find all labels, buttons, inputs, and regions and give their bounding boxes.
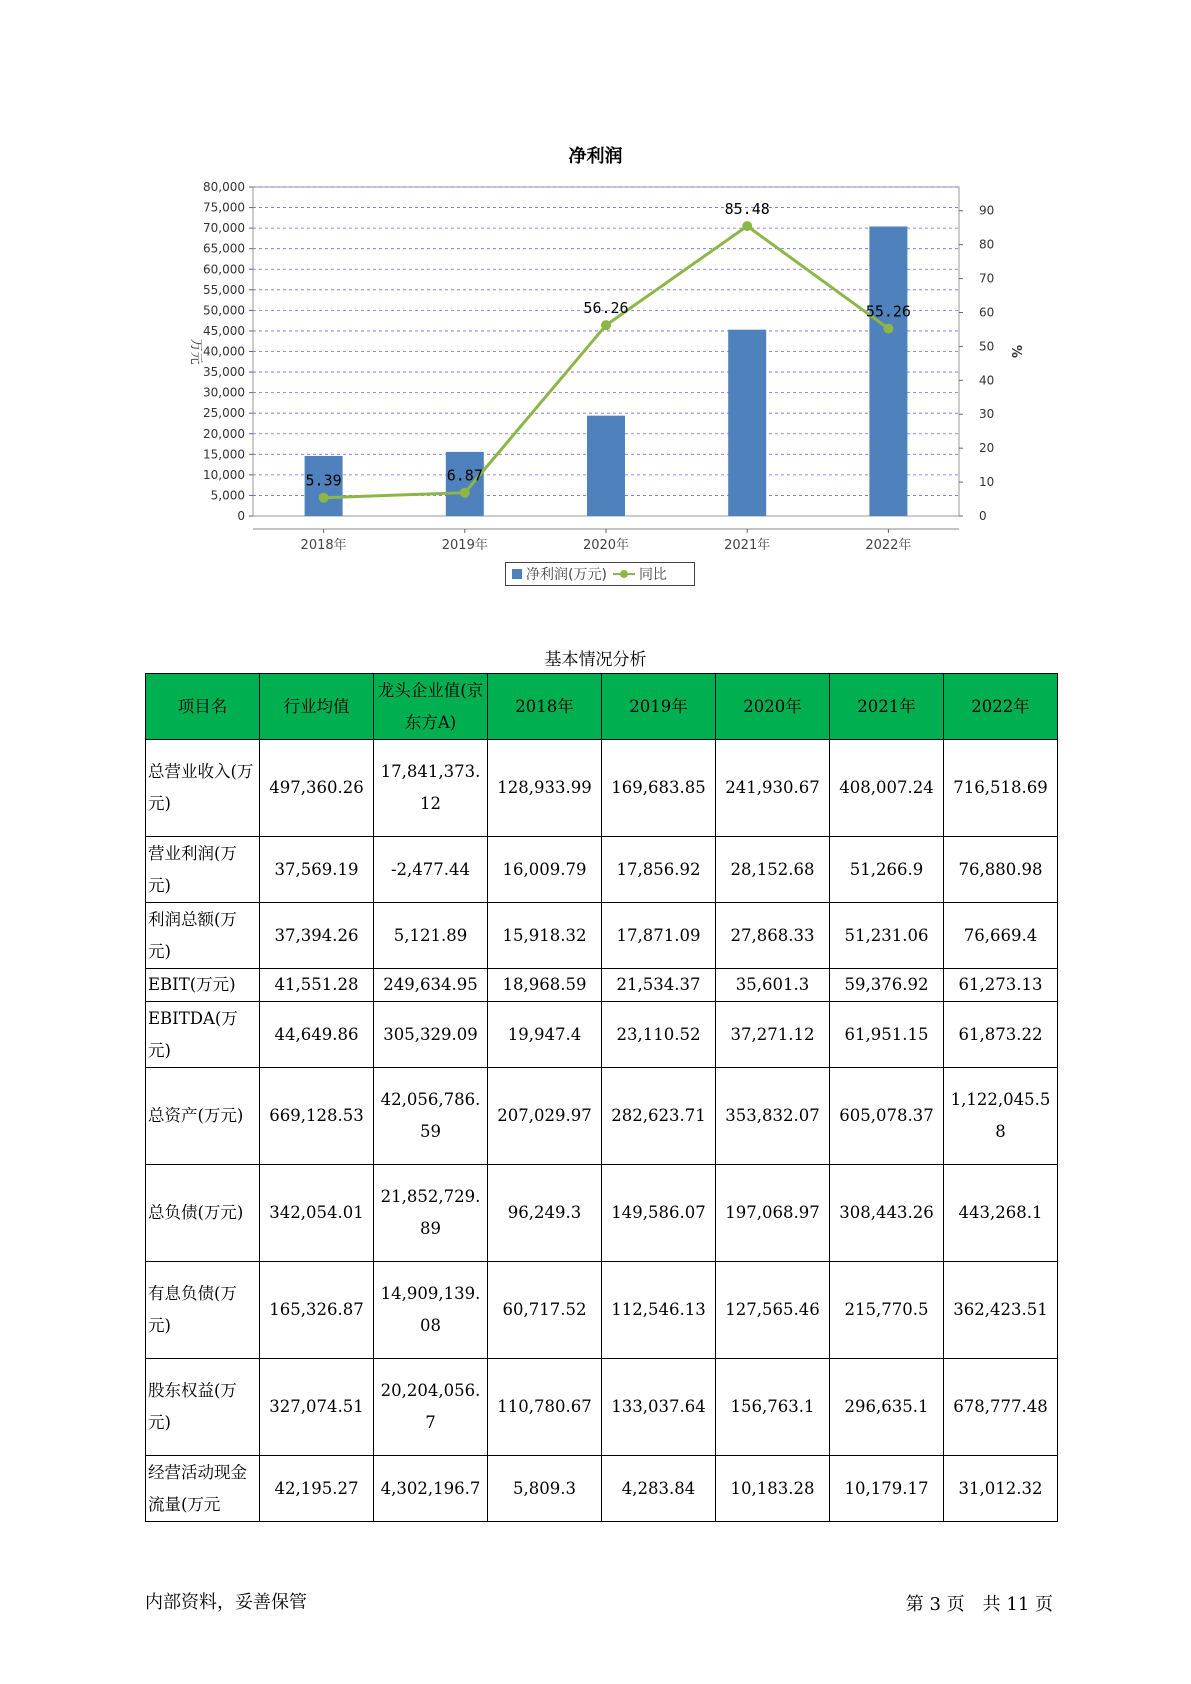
x-tick-label: 2020年 [582, 538, 630, 553]
legend-item-bar [512, 564, 607, 584]
row-label-cell: 利润总额(万元) [146, 903, 260, 969]
table-cell: 28,152.68 [716, 837, 830, 903]
y-right-tick-label: 50 [979, 339, 995, 354]
table-row [146, 1262, 1058, 1359]
table-cell: 133,037.64 [602, 1359, 716, 1456]
x-tick-label: 2021年 [724, 538, 771, 553]
y-tick-label: 45,000 [203, 323, 245, 338]
table-cell: 18,968.59 [488, 969, 602, 1002]
legend-swatch-bar [512, 569, 522, 579]
table-cell: 327,074.51 [260, 1359, 374, 1456]
row-label-cell: 营业利润(万元) [146, 837, 260, 903]
yoy-point [460, 488, 470, 498]
table-cell: 110,780.67 [488, 1359, 602, 1456]
table-cell: 308,443.26 [830, 1165, 944, 1262]
table-cell: 207,029.97 [488, 1068, 602, 1165]
footer-page-number: 第 3 页 共 11 页 [905, 1594, 1053, 1615]
table-cell: 497,360.26 [260, 740, 374, 837]
y-right-tick-label: 10 [979, 475, 995, 490]
table-cell: 4,302,196.7 [374, 1456, 488, 1522]
table-cell: 31,012.32 [944, 1456, 1058, 1522]
y-tick-label: 15,000 [203, 447, 245, 462]
table-header-cell: 行业均值 [260, 674, 374, 740]
row-label-cell: 总营业收入(万元) [146, 740, 260, 837]
y-tick-label: 70,000 [203, 221, 245, 236]
y-tick-label: 50,000 [203, 303, 245, 318]
table-cell: 37,394.26 [260, 903, 374, 969]
table-cell: 27,868.33 [716, 903, 830, 969]
y-tick-label: 65,000 [203, 241, 245, 256]
table-cell: 10,179.17 [830, 1456, 944, 1522]
table-cell: 96,249.3 [488, 1165, 602, 1262]
table-header-cell: 2022年 [944, 674, 1058, 740]
table-header-cell: 2018年 [488, 674, 602, 740]
table-cell: 42,195.27 [260, 1456, 374, 1522]
y-right-tick-label: 20 [979, 441, 995, 456]
table-cell: 128,933.99 [488, 740, 602, 837]
legend-label-line: 同比 [638, 567, 667, 583]
table-cell: 20,204,056.7 [374, 1359, 488, 1456]
table-cell: 156,763.1 [716, 1359, 830, 1456]
table-cell: 51,231.06 [830, 903, 944, 969]
table-cell: 23,110.52 [602, 1002, 716, 1068]
y-axis-title: 万元 [188, 338, 203, 365]
legend-label-bar: 净利润(万元) [526, 567, 607, 583]
y-tick-label: 20,000 [203, 426, 245, 441]
table-cell: 17,871.09 [602, 903, 716, 969]
row-label-cell: 总资产(万元) [146, 1068, 260, 1165]
y-right-tick-label: 90 [979, 203, 995, 218]
table-cell: 61,873.22 [944, 1002, 1058, 1068]
chart-title: 净利润 [568, 146, 623, 167]
table-cell: 17,841,373.12 [374, 740, 488, 837]
y-tick-label: 30,000 [203, 385, 245, 400]
table-cell: 37,271.12 [716, 1002, 830, 1068]
yoy-data-label: 85.48 [724, 200, 770, 219]
table-cell: -2,477.44 [374, 837, 488, 903]
table-cell: 149,586.07 [602, 1165, 716, 1262]
table-cell: 17,856.92 [602, 837, 716, 903]
table-cell: 19,947.4 [488, 1002, 602, 1068]
row-label-cell: 股东权益(万元) [146, 1359, 260, 1456]
table-cell: 241,930.67 [716, 740, 830, 837]
table-cell: 669,128.53 [260, 1068, 374, 1165]
yoy-data-label: 5.39 [305, 471, 342, 490]
net-profit-chart [0, 0, 1191, 560]
yoy-data-label: 6.87 [446, 466, 483, 485]
table-row [146, 1002, 1058, 1068]
table-cell: 4,283.84 [602, 1456, 716, 1522]
table-cell: 15,918.32 [488, 903, 602, 969]
table-cell: 14,909,139.08 [374, 1262, 488, 1359]
table-row [146, 1165, 1058, 1262]
table-cell: 353,832.07 [716, 1068, 830, 1165]
table-cell: 60,717.52 [488, 1262, 602, 1359]
legend-item-line [613, 564, 667, 584]
basic-analysis-table [145, 673, 1058, 1522]
table-caption: 基本情况分析 [544, 650, 647, 670]
table-cell: 443,268.1 [944, 1165, 1058, 1262]
table-header-cell: 项目名 [146, 674, 260, 740]
table-row [146, 969, 1058, 1002]
y-tick-label: 25,000 [203, 406, 245, 421]
table-cell: 1,122,045.58 [944, 1068, 1058, 1165]
row-label-cell: 总负债(万元) [146, 1165, 260, 1262]
table-row [146, 1359, 1058, 1456]
y-right-tick-label: 0 [979, 509, 987, 523]
table-cell: 296,635.1 [830, 1359, 944, 1456]
table-cell: 282,623.71 [602, 1068, 716, 1165]
y-right-tick-label: 60 [979, 305, 995, 320]
table-cell: 678,777.48 [944, 1359, 1058, 1456]
table-cell: 21,534.37 [602, 969, 716, 1002]
y-tick-label: 75,000 [203, 200, 245, 215]
table-row [146, 1068, 1058, 1165]
table-cell: 362,423.51 [944, 1262, 1058, 1359]
y-right-axis-title: % [1008, 344, 1023, 359]
bar-2022年 [869, 226, 907, 516]
yoy-point [883, 324, 893, 334]
x-tick-label: 2019年 [441, 538, 488, 553]
table-cell: 21,852,729.89 [374, 1165, 488, 1262]
yoy-point [742, 221, 752, 231]
y-tick-label: 60,000 [203, 262, 245, 277]
y-right-tick-label: 30 [979, 407, 995, 422]
x-tick-label: 2018年 [300, 538, 347, 553]
table-cell: 44,649.86 [260, 1002, 374, 1068]
table-cell: 165,326.87 [260, 1262, 374, 1359]
footer-confidential-note: 内部资料，妥善保管 [145, 1592, 307, 1613]
table-cell: 10,183.28 [716, 1456, 830, 1522]
row-label-cell: 经营活动现金流量(万元 [146, 1456, 260, 1522]
table-cell: 408,007.24 [830, 740, 944, 837]
table-cell: 76,669.4 [944, 903, 1058, 969]
table-row [146, 837, 1058, 903]
y-tick-label: 5,000 [210, 488, 245, 503]
y-tick-label: 35,000 [203, 365, 245, 380]
bar-2020年 [587, 416, 625, 516]
table-cell: 169,683.85 [602, 740, 716, 837]
y-tick-label: 0 [237, 509, 245, 523]
row-label-cell: EBIT(万元) [146, 969, 260, 1002]
table-cell: 16,009.79 [488, 837, 602, 903]
table-header-cell: 龙头企业值(京东方A) [374, 674, 488, 740]
table-header-cell: 2020年 [716, 674, 830, 740]
table-cell: 42,056,786.59 [374, 1068, 488, 1165]
yoy-data-label: 56.26 [583, 299, 629, 318]
table-cell: 51,266.9 [830, 837, 944, 903]
chart-legend [505, 562, 695, 586]
table-cell: 35,601.3 [716, 969, 830, 1002]
x-tick-label: 2022年 [865, 538, 912, 553]
y-right-tick-label: 70 [979, 271, 995, 286]
table-cell: 127,565.46 [716, 1262, 830, 1359]
y-tick-label: 40,000 [203, 344, 245, 359]
y-tick-label: 10,000 [203, 467, 245, 482]
table-cell: 76,880.98 [944, 837, 1058, 903]
row-label-cell: EBITDA(万元) [146, 1002, 260, 1068]
table-cell: 215,770.5 [830, 1262, 944, 1359]
table-cell: 249,634.95 [374, 969, 488, 1002]
y-tick-label: 80,000 [203, 180, 245, 194]
y-right-tick-label: 40 [979, 373, 995, 388]
table-cell: 605,078.37 [830, 1068, 944, 1165]
yoy-data-label: 55.26 [865, 302, 911, 321]
table-body [146, 740, 1058, 1522]
bar-2021年 [728, 330, 766, 516]
yoy-point [601, 320, 611, 330]
row-label-cell: 有息负债(万元) [146, 1262, 260, 1359]
table-header-row [146, 674, 1058, 740]
table-row [146, 903, 1058, 969]
table-cell: 342,054.01 [260, 1165, 374, 1262]
y-right-tick-label: 80 [979, 237, 995, 252]
legend-swatch-line [613, 569, 635, 579]
table-row [146, 740, 1058, 837]
y-tick-label: 55,000 [203, 282, 245, 297]
table-cell: 5,121.89 [374, 903, 488, 969]
table-row [146, 1456, 1058, 1522]
table-cell: 305,329.09 [374, 1002, 488, 1068]
table-cell: 61,273.13 [944, 969, 1058, 1002]
table-header-cell: 2021年 [830, 674, 944, 740]
table-cell: 5,809.3 [488, 1456, 602, 1522]
table-cell: 59,376.92 [830, 969, 944, 1002]
table-header-cell: 2019年 [602, 674, 716, 740]
table-cell: 61,951.15 [830, 1002, 944, 1068]
table-cell: 716,518.69 [944, 740, 1058, 837]
yoy-point [319, 493, 329, 503]
table-cell: 112,546.13 [602, 1262, 716, 1359]
table-cell: 37,569.19 [260, 837, 374, 903]
table-cell: 41,551.28 [260, 969, 374, 1002]
table-cell: 197,068.97 [716, 1165, 830, 1262]
